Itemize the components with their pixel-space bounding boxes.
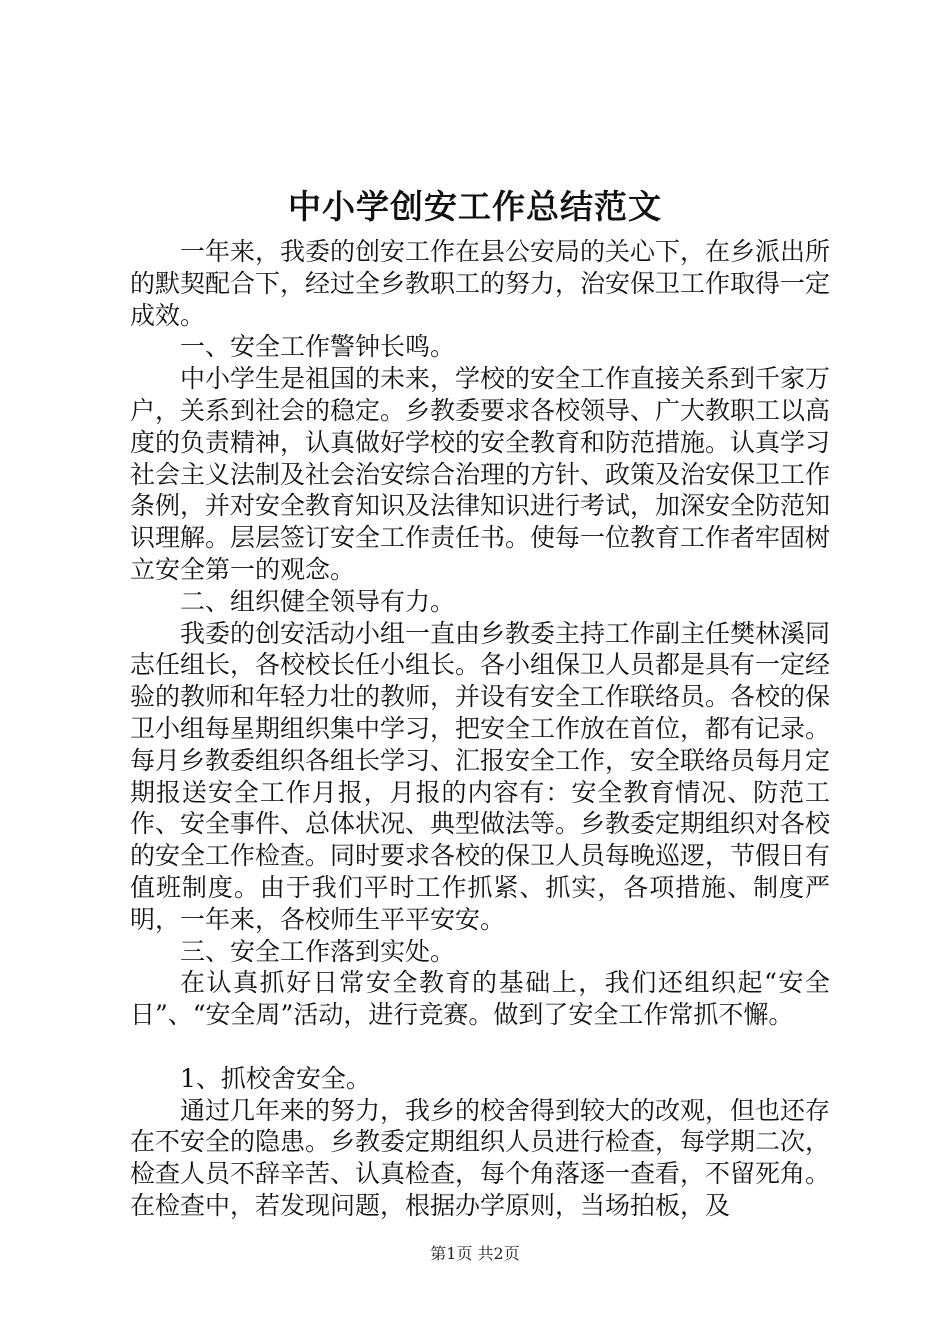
- paragraph-section-1: 中小学生是祖国的未来，学校的安全工作直接关系到千家万户，关系到社会的稳定。乡教委要求各校领导、广大教职工以高度的负责精神，认真做好学校的安全教育和防范措施。认真学习社会主义法制及社会治安综合治理的方针、政策及治安保卫工作条例，并对安全教育知识及法律知识进行考试，加深安全防范知识理解。层层签订安全工作责任书。使每一位教育工作者牢固树立安全第一的观念。: [130, 364, 831, 584]
- section-heading-1: 一、安全工作警钟长鸣。: [180, 332, 456, 362]
- paragraph-intro: 一年来，我委的创安工作在县公安局的关心下，在乡派出所的默契配合下，经过全乡教职工的努力，治安保卫工作取得一定成效。: [130, 237, 831, 330]
- document-body: [130, 236, 830, 1222]
- paragraph-subsection-1: 通过几年来的努力，我乡的校舍得到较大的改观，但也还存在不安全的隐患。乡教委定期组织人员进行检查，每学期二次，检查人员不辞辛苦、认真检查，每个角落逐一查看，不留死角。在检查中，若发现问题，根据办学原则，当场拍板，及: [130, 1095, 831, 1220]
- page-number-footer: 第1页 共2页: [430, 1244, 520, 1263]
- subsection-heading-1: 1、抓校舍安全。: [180, 1063, 371, 1093]
- paragraph-section-3: 在认真抓好日常安全教育的基础上，我们还组织起“安全日”、“安全周”活动，进行竞赛。做到了安全工作常抓不懈。: [130, 968, 830, 1030]
- document-title: 中小学创安工作总结范文: [288, 187, 662, 226]
- section-heading-2: 二、组织健全领导有力。: [180, 586, 456, 616]
- section-heading-3: 三、安全工作落到实处。: [180, 936, 456, 966]
- paragraph-section-2: 我委的创安活动小组一直由乡教委主持工作副主任樊林溪同志任组长，各校校长任小组长。各小组保卫人员都是具有一定经验的教师和年轻力壮的教师，并设有安全工作联络员。各校的保卫小组每星期组织集中学习，把安全工作放在首位，都有记录。每月乡教委组织各组长学习、汇报安全工作，安全联络员每月定期报送安全工作月报，月报的内容有：安全教育情况、防范工作、安全事件、总体状况、典型做法等。乡教委定期组织对各校的安全工作检查。同时要求各校的保卫人员每晚巡逻，节假日有值班制度。由于我们平时工作抓紧、抓实，各项措施、制度严明，一年来，各校师生平平安安。: [130, 618, 831, 934]
